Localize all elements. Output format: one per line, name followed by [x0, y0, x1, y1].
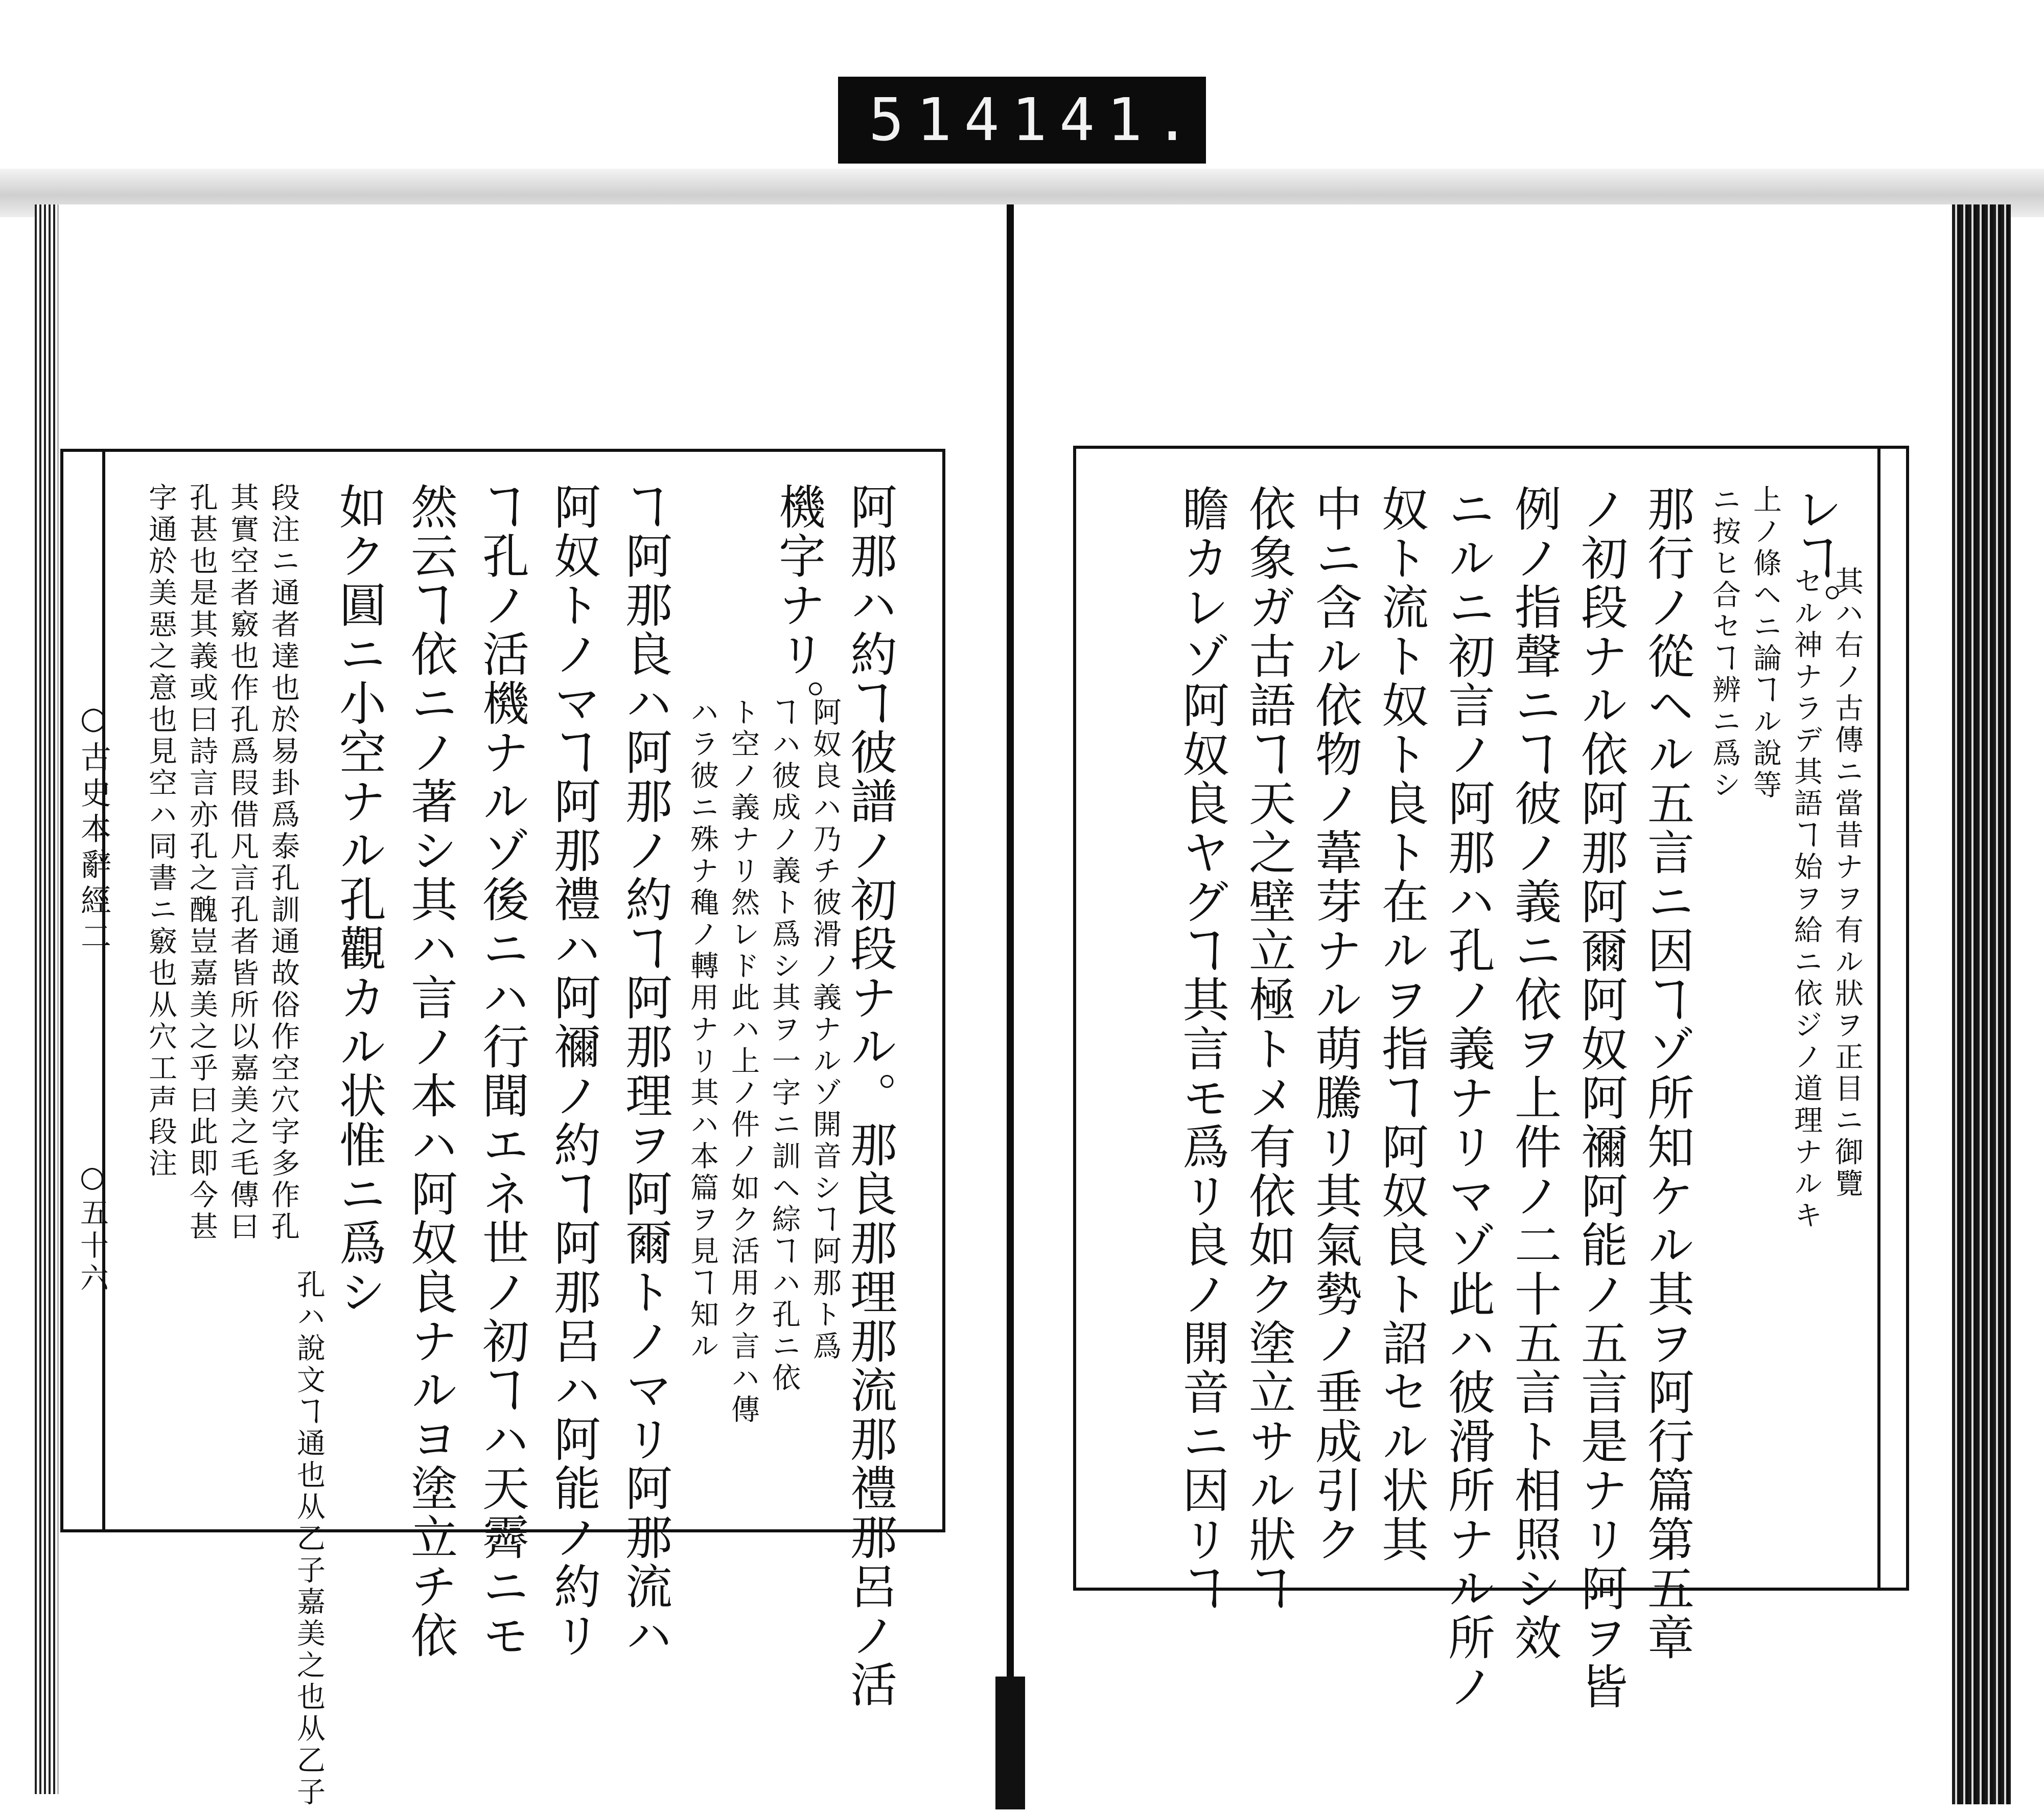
text-column: 阿奴トノマヿ阿那禮ハ阿禰ノ約ヿ阿那呂ハ阿能ノ約リ	[546, 483, 601, 1660]
note-column: 孔ハ說文ヿ通也从乙子嘉美之也从乙子	[292, 1270, 326, 1808]
note-column: 其ハ右ノ古傳ニ當昔ナヲ有ル狀ヲ正目ニ御覽	[1830, 566, 1864, 1200]
text-column: 瞻カレゾ阿奴良ヤグヿ其言モ爲リ良ノ開音ニ因リヿ	[1175, 485, 1229, 1613]
text-column: ヿ阿那良ハ阿那ノ約ヿ阿那理ヲ阿爾トノマリ阿那流ハ	[618, 483, 672, 1660]
citation-column: 字通於美惡之意也見空ハ同書ニ竅也从穴工声段注	[144, 483, 177, 1180]
text-column: ノ初段ナル依阿那阿爾阿奴阿禰阿能ノ五言是ナリ阿ヲ皆	[1573, 485, 1628, 1711]
text-column: 例ノ指聲ニヿ彼ノ義ニ依ヲ上件ノ二十五言ト相照シ效	[1507, 485, 1562, 1662]
note-column: ト空ノ義ナリ然レド此ハ上ノ件ノ如ク活用ク言ハ傳	[727, 697, 760, 1426]
archive-number-right: 141.	[1011, 86, 1202, 154]
text-column: 那行ノ從ヘル五言ニ因ヿゾ所知ケル其ヲ阿行篇第五章	[1640, 485, 1694, 1662]
right-page-text-frame	[1073, 446, 1880, 1711]
note-column: ニ按ヒ合セヿ辨ニ爲シ	[1708, 485, 1741, 801]
note-column: 上ノ條ヘニ論ヿル說等	[1749, 485, 1782, 801]
note-column: 阿奴良ハ乃チ彼滑ノ義ナルゾ開音シヿ阿那ト爲	[808, 697, 842, 1363]
citation-column: 其實空者竅也作孔爲叚借凡言孔者皆所以嘉美之毛傳曰	[226, 483, 259, 1243]
book-spine	[1007, 204, 1014, 1809]
note-column: ヿハ彼成ノ義ト爲シ其ヲ一字ニ訓ヘ綜ヿハ孔ニ依	[768, 697, 801, 1394]
note-column: セル神ナラデ其語ヿ始ヲ給ニ依ジノ道理ナルキ	[1790, 566, 1823, 1232]
right-page-edges	[1952, 204, 2011, 1804]
citation-column: 孔甚也是其義或曰詩言亦孔之醜豈嘉美之乎曰此即今甚	[185, 483, 218, 1243]
left-outer-rule	[60, 449, 63, 1532]
text-column: 中ニ含ル依物ノ葦芽ナル萌騰リ其氣勢ノ垂成引ク	[1308, 485, 1362, 1564]
citation-column: 段注ニ通者達也於易卦爲泰孔訓通故俗作空穴字多作孔	[267, 483, 300, 1243]
left-outer-rule-bottom	[60, 1529, 105, 1532]
right-outer-rule-top	[1877, 446, 1909, 449]
book-title-margin: ○古史本辭經二	[76, 700, 111, 956]
right-outer-rule	[1906, 446, 1909, 1591]
text-column: 機字ナリ。	[771, 483, 826, 728]
page-number-margin: ○五十六	[76, 1160, 109, 1296]
left-page-edges	[35, 204, 58, 1794]
text-column: ニルニ初言ノ阿那ハ孔ノ義ナリマゾ此ハ彼滑所ナル所ノ	[1441, 485, 1495, 1711]
text-column: 依象ガ古語ヿ天之壁立極トメ有依如ク塗立サル狀ヿ	[1241, 485, 1296, 1613]
spine-bookmark	[995, 1677, 1025, 1809]
text-column: 奴ト流ト奴ト良ト在ルヲ指ヿ阿奴良ト詔セル状其	[1374, 485, 1429, 1564]
text-column: ヿ孔ノ活機ナルゾ後ニハ行聞エネ世ノ初ヿハ天霽ニモ	[475, 483, 529, 1660]
archive-number-tag	[838, 77, 1206, 164]
text-column: 阿那ハ約ヿ彼譜ノ初段ナル。那良那理那流那禮那呂ノ活	[843, 483, 897, 1709]
text-column: レヿ。	[1788, 485, 1843, 632]
archive-number-left: 514	[869, 86, 1012, 154]
text-column: 如ク圓ニ小空ナル孔觀カル状惟ニ爲シ	[332, 483, 386, 1317]
note-column: ハラ彼ニ殊ナ穐ノ轉用ナリ其ハ本篇ヲ見ヿ知ル	[686, 697, 719, 1363]
left-page-text-frame	[102, 449, 945, 1808]
left-outer-rule-top	[60, 449, 105, 452]
text-column: 然云ヿ依ニノ著シ其ハ言ノ本ハ阿奴良ナルヨ塗立チ依	[403, 483, 458, 1660]
right-outer-rule-bottom	[1877, 1588, 1909, 1591]
